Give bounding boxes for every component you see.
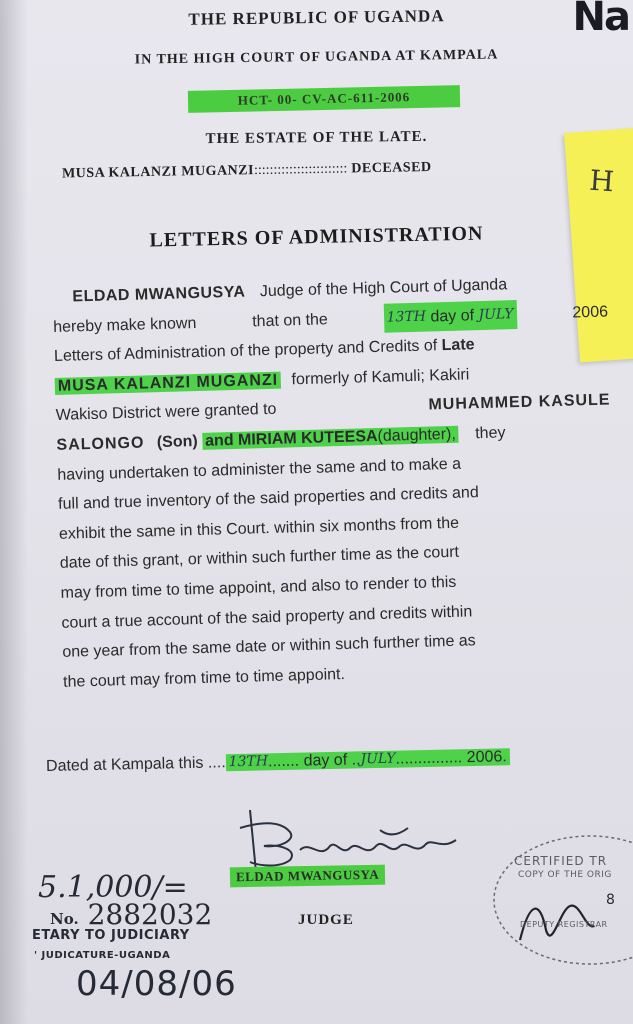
handwritten-month: JULY — [478, 305, 514, 323]
stamp-line-2: ' JUDICATURE-UGANDA — [34, 950, 171, 961]
estate-heading: THE ESTATE OF THE LATE. — [205, 128, 428, 148]
receipt-number-row — [50, 898, 212, 931]
page-edge-shadow — [0, 0, 28, 1024]
line-3-text: Letters of Administration of the property and Credits of — [53, 337, 438, 366]
line-2-year: 2006 — [572, 303, 609, 322]
stamp-registrar-text: DEPUTY REGISTRAR — [520, 920, 608, 929]
dated-year: 2006. — [466, 748, 507, 767]
line-4-text: formerly of Kamuli; Kakiri — [291, 366, 470, 389]
grantee-name: MUHAMMED KASULE — [428, 391, 611, 414]
judge-title: JUDGE — [298, 912, 354, 928]
dated-dots-3: .. — [351, 751, 361, 769]
handwritten-day: 13TH — [386, 308, 427, 326]
body-text — [52, 268, 618, 698]
line-5-text: Wakiso District were granted to — [55, 401, 277, 425]
body-line-9: exhibit the same in this Court. within six months from the — [58, 514, 460, 543]
case-number: HCT- 00- CV-AC-611-2006 — [237, 89, 411, 108]
stamp-number: 8 — [606, 892, 615, 908]
deceased-name: MUSA KALANZI MUGANZI — [61, 163, 255, 182]
line-2-b: that on the — [251, 310, 329, 331]
body-line-12: court a true account of the said property and credits within — [61, 602, 473, 632]
handwritten-receipt-number: 2882032 — [87, 898, 213, 931]
stamp-line-1: ETARY TO JUDICIARY — [32, 928, 190, 943]
handwritten-amount: 5.1,000/= — [38, 870, 188, 905]
dated-day-of: day of — [303, 751, 348, 770]
body-line-13: one year from the same date or within such further time as — [62, 632, 476, 661]
case-number-highlight — [188, 85, 460, 113]
stamp-certified-text: CERTIFIED TR — [514, 854, 608, 868]
deceased-label: DECEASED — [351, 160, 432, 177]
document-title: LETTERS OF ADMINISTRATION — [149, 222, 484, 252]
daughter-label: (daughter), — [377, 425, 457, 445]
line-2-a: hereby make known — [52, 314, 197, 336]
line-1-text: Judge of the High Court of Uganda — [259, 276, 508, 301]
line-3-late: Late — [441, 336, 475, 355]
deceased-line — [62, 158, 572, 183]
dated-dots-1: .... — [207, 754, 226, 772]
dated-dots-4: ............... — [395, 749, 463, 768]
dated-line — [46, 746, 616, 776]
stamp-copy-text: COPY OF THE ORIG — [518, 870, 612, 880]
grantee-surname: SALONGO — [56, 434, 145, 454]
deceased-dots: :::::::::::::::::::::::: — [253, 161, 348, 179]
judge-signature-name: ELDAD MWANGUSYA — [230, 865, 386, 888]
judge-name-inline: ELDAD MWANGUSYA — [72, 283, 246, 306]
body-line-7: having undertaken to administer the same and to make a — [57, 455, 462, 484]
body-line-8: full and true inventory of the said properties and credits and — [57, 484, 479, 514]
sticky-note-handwriting: H — [588, 163, 616, 199]
certified-copy-stamp — [490, 830, 633, 970]
republic-heading: THE REPUBLIC OF UGANDA — [188, 6, 445, 29]
and-word: and — [204, 431, 234, 450]
son-label: (Son) — [156, 432, 198, 452]
body-line-11: may from time to time appoint, and also to render to this — [60, 573, 457, 602]
payment-stamp — [32, 866, 272, 1016]
body-line-10: date of this grant, or within such further time as the court — [59, 544, 460, 573]
deceased-name-highlight: MUSA KALANZI MUGANZI — [55, 371, 282, 394]
receipt-no-label: No. — [50, 910, 79, 928]
dated-dots-2: ....... — [267, 752, 300, 771]
corner-handwriting: Na — [572, 0, 629, 40]
date-highlight — [383, 300, 517, 333]
they-word: they — [474, 424, 506, 443]
handwritten-date: 04/08/06 — [76, 964, 237, 1004]
second-grantee-highlight — [202, 426, 459, 450]
dated-handwritten-month: JULY — [360, 750, 396, 768]
second-grantee-name: MIRIAM KUTEESA — [237, 427, 378, 449]
body-line-14: the court may from time to time appoint. — [62, 665, 346, 691]
court-heading: IN THE HIGH COURT OF UGANDA AT KAMPALA — [134, 47, 499, 68]
dated-highlight — [225, 748, 509, 771]
dated-prefix: Dated at Kampala this — [45, 754, 204, 775]
line-2-day-of: day of — [430, 306, 475, 326]
dated-handwritten-day: 13TH — [228, 753, 269, 771]
